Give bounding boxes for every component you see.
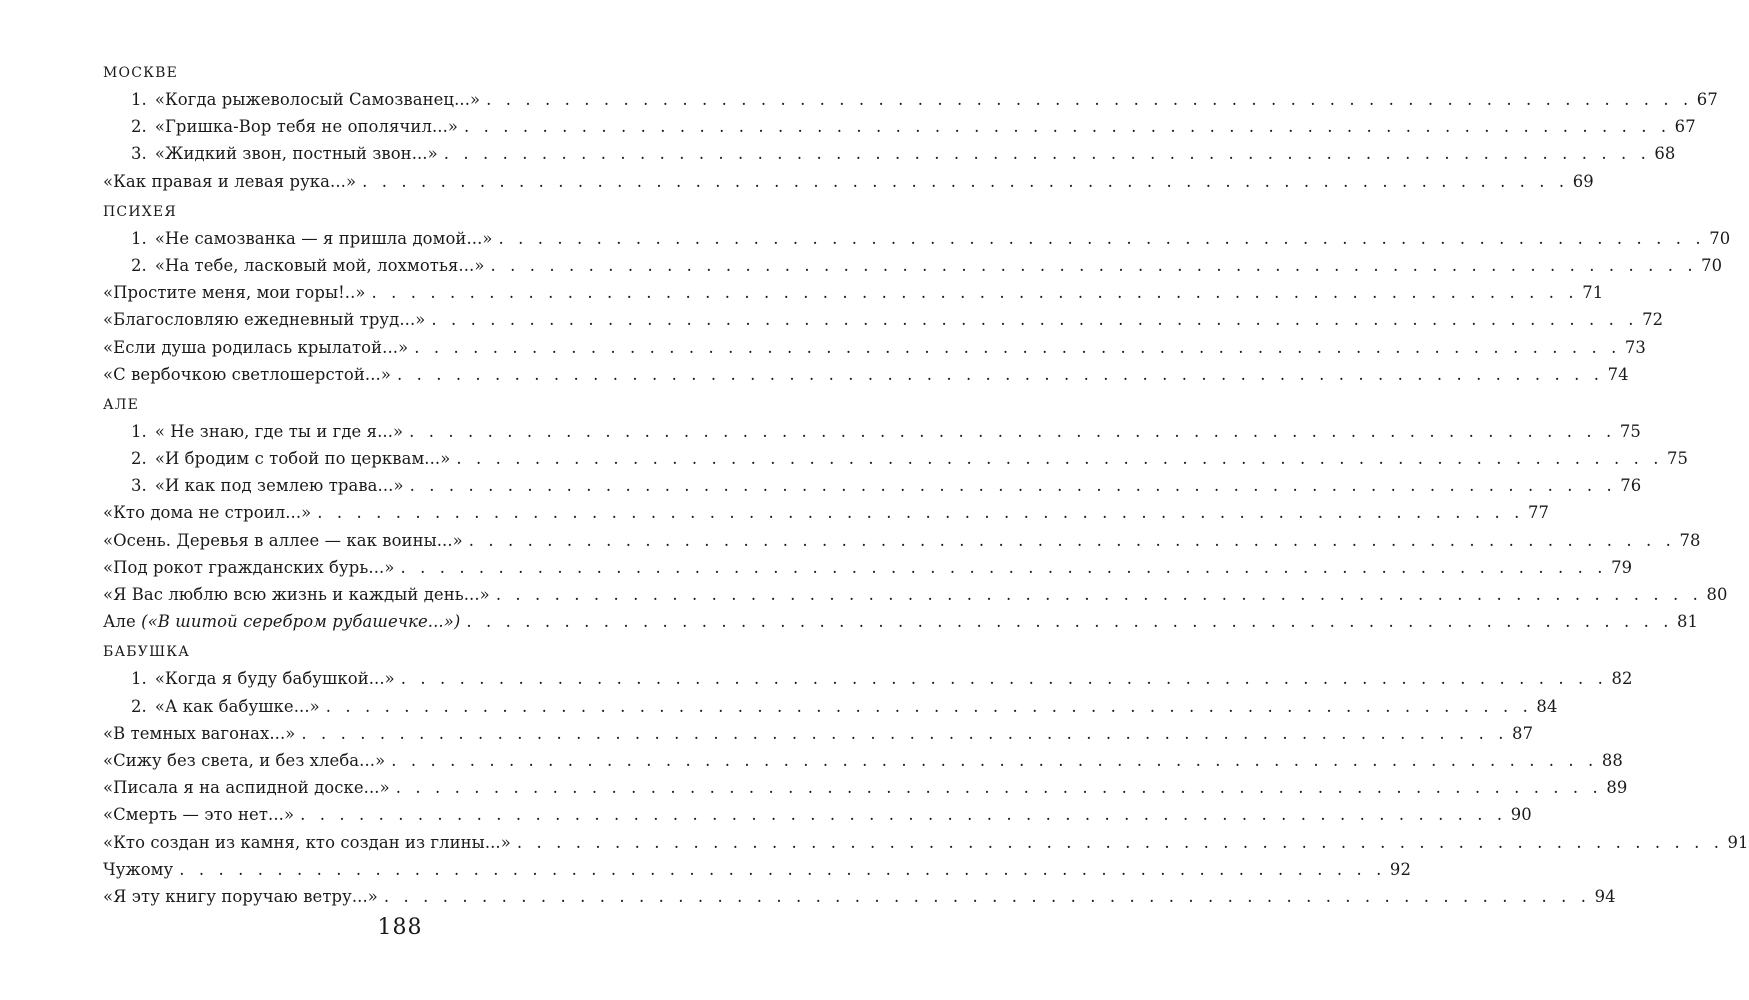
entry-title [103, 361, 391, 388]
entry-title [155, 693, 320, 720]
dot-leader: . . . . . . . . . . . . . . . . . . . . . . . . . . . . . . . . . . . . . . . . . . . . . . . . . . . . . . . . . . . . . . [498, 228, 1706, 248]
toc-entry [103, 801, 1532, 828]
dot-leader: . . . . . . . . . . . . . . . . . . . . . . . . . . . . . . . . . . . . . . . . . . . . . . . . . . . . . . . . . . . . . . [464, 117, 1671, 137]
entry-page-number: 75 [1667, 449, 1689, 469]
entry-title-text: «В темных вагонах...» [103, 723, 296, 743]
entry-title [103, 581, 490, 608]
entry-page-number: 67 [1674, 117, 1696, 137]
dot-leader: . . . . . . . . . . . . . . . . . . . . . . . . . . . . . . . . . . . . . . . . . . . . . . . . . . . . . . . . . . . . . . [317, 503, 1524, 523]
entry-page-number: 90 [1510, 805, 1532, 825]
entry-title [103, 499, 311, 526]
entry-page-number: 84 [1536, 696, 1558, 716]
entry-title-text: «Писала я на аспидной доске...» [103, 778, 390, 798]
entry-page-number: 78 [1679, 530, 1701, 550]
entry-title-text: «Кто создан из камня, кто создан из глины...» [103, 832, 511, 852]
entry-title-text: «Я Вас люблю всю жизнь и каждый день...» [103, 585, 490, 604]
entry-number: 3. [131, 144, 147, 164]
entry-title [155, 252, 485, 279]
toc-entry [103, 774, 1628, 801]
dot-leader: . . . . . . . . . . . . . . . . . . . . . . . . . . . . . . . . . . . . . . . . . . . . . . . . . . . . . . . . . . . . . . [400, 669, 1608, 689]
dot-leader: . . . . . . . . . . . . . . . . . . . . . . . . . . . . . . . . . . . . . . . . . . . . . . . . . . . . . . . . . . . . . . [431, 310, 1639, 330]
entry-page-number: 92 [1389, 859, 1411, 879]
entry-page-number: 67 [1696, 90, 1718, 109]
entry-title [103, 554, 394, 581]
entry-page-number: 76 [1620, 476, 1642, 496]
entry-title [103, 608, 460, 635]
toc-entry [103, 168, 1594, 195]
dot-leader: . . . . . . . . . . . . . . . . . . . . . . . . . . . . . . . . . . . . . . . . . . . . . . . . . . . . . . . . . . . . . . [383, 886, 1591, 906]
dot-leader: . . . . . . . . . . . . . . . . . . . . . . . . . . . . . . . . . . . . . . . . . . . . . . . . . . . . . . . . . . . . . . [516, 832, 1724, 852]
entry-page-number: 89 [1606, 778, 1628, 798]
dot-leader: . . . . . . . . . . . . . . . . . . . . . . . . . . . . . . . . . . . . . . . . . . . . . . . . . . . . . . . . . . . . . . [391, 750, 1598, 770]
entry-title-italic: («В шитой серебром рубашечке...») [141, 612, 461, 632]
entry-page-number: 73 [1624, 337, 1646, 357]
entry-title-text: «Кто дома не строил...» [103, 503, 312, 523]
entry-title-text: «И как под землею трава...» [154, 476, 404, 496]
toc-entry [103, 554, 1633, 581]
entry-page-number: 70 [1709, 228, 1731, 248]
section-heading: АЛЕ [103, 396, 140, 413]
dot-leader: . . . . . . . . . . . . . . . . . . . . . . . . . . . . . . . . . . . . . . . . . . . . . . . . . . . . . . . . . . . . . . [400, 557, 1608, 577]
entry-title [103, 801, 294, 828]
entry-title [103, 334, 408, 361]
entry-title-text: «Смерть — это нет...» [103, 805, 295, 825]
entry-page-number: 79 [1611, 557, 1633, 577]
entry-title [103, 720, 295, 747]
dot-leader: . . . . . . . . . . . . . . . . . . . . . . . . . . . . . . . . . . . . . . . . . . . . . . . . . . . . . . . . . . . . . . [495, 585, 1703, 604]
toc-entry [103, 361, 1629, 388]
toc-entry [103, 499, 1550, 526]
entry-page-number: 80 [1706, 585, 1728, 604]
toc-entry [103, 334, 1646, 361]
dot-leader: . . . . . . . . . . . . . . . . . . . . . . . . . . . . . . . . . . . . . . . . . . . . . . . . . . . . . . . . . . . . . . [300, 805, 1507, 825]
page-number: 188 [377, 915, 423, 940]
dot-leader: . . . . . . . . . . . . . . . . . . . . . . . . . . . . . . . . . . . . . . . . . . . . . . . . . . . . . . . . . . . . . . [456, 449, 1664, 469]
entry-title-text: «И бродим с тобой по церквам...» [154, 449, 451, 469]
entry-title-text: «Осень. Деревья в аллее — как воины...» [103, 530, 463, 550]
dot-leader: . . . . . . . . . . . . . . . . . . . . . . . . . . . . . . . . . . . . . . . . . . . . . . . . . . . . . . . . . . . . . . [490, 255, 1698, 275]
section-heading: ПСИХЕЯ [103, 203, 177, 220]
toc-entry [103, 86, 1718, 113]
entry-title-text: «Гришка-Вор тебя не ополячил...» [154, 117, 459, 137]
dot-leader: . . . . . . . . . . . . . . . . . . . . . . . . . . . . . . . . . . . . . . . . . . . . . . . . . . . . . . . . . . . . . . [414, 337, 1621, 357]
entry-number: 2. [131, 696, 147, 716]
entry-title-text: «Когда рыжеволосый Самозванец...» [154, 90, 481, 109]
toc-entry [103, 279, 1604, 306]
dot-leader: . . . . . . . . . . . . . . . . . . . . . . . . . . . . . . . . . . . . . . . . . . . . . . . . . . . . . . . . . . . . . . [409, 476, 1617, 496]
toc-entry [103, 829, 1749, 856]
entry-title-text: « Не знаю, где ты и где я...» [154, 421, 404, 441]
toc-entry [103, 665, 1633, 692]
entry-title [155, 225, 493, 252]
entry-title-text: «Сижу без света, и без хлеба...» [103, 750, 386, 770]
entry-title [155, 665, 395, 692]
dot-leader: . . . . . . . . . . . . . . . . . . . . . . . . . . . . . . . . . . . . . . . . . . . . . . . . . . . . . . . . . . . . . . [395, 778, 1603, 798]
entry-number: 2. [131, 117, 147, 137]
entry-page-number: 72 [1642, 310, 1664, 330]
dot-leader: . . . . . . . . . . . . . . . . . . . . . . . . . . . . . . . . . . . . . . . . . . . . . . . . . . . . . . . . . . . . . . [362, 171, 1569, 191]
entry-title-text: «Благословляю ежедневный труд...» [103, 310, 426, 330]
entry-number: 1. [131, 228, 147, 248]
entry-title [103, 829, 511, 856]
toc-entry [103, 140, 1676, 167]
section-heading: МОСКВЕ [103, 65, 179, 81]
entry-page-number: 81 [1677, 612, 1699, 632]
entry-title [155, 140, 438, 167]
entry-title-text: «Жидкий звон, постный звон...» [154, 144, 438, 164]
toc-entry [103, 225, 1731, 252]
toc-entry [103, 693, 1558, 720]
entry-number: 2. [131, 449, 147, 469]
toc-entry [103, 527, 1701, 554]
entry-title [103, 306, 425, 333]
dot-leader: . . . . . . . . . . . . . . . . . . . . . . . . . . . . . . . . . . . . . . . . . . . . . . . . . . . . . . . . . . . . . . [466, 612, 1674, 632]
toc-entry [103, 856, 1411, 883]
dot-leader: . . . . . . . . . . . . . . . . . . . . . . . . . . . . . . . . . . . . . . . . . . . . . . . . . . . . . . . . . . . . . . [486, 90, 1693, 109]
entry-page-number: 91 [1727, 832, 1749, 852]
entry-title [155, 418, 403, 445]
toc-entry [103, 581, 1728, 608]
dot-leader: . . . . . . . . . . . . . . . . . . . . . . . . . . . . . . . . . . . . . . . . . . . . . . . . . . . . . . . . . . . . . . [396, 364, 1604, 384]
entry-page-number: 87 [1512, 723, 1534, 743]
entry-title-text: «Когда я буду бабушкой...» [154, 669, 395, 689]
dot-leader: . . . . . . . . . . . . . . . . . . . . . . . . . . . . . . . . . . . . . . . . . . . . . . . . . . . . . . . . . . . . . . [443, 144, 1651, 164]
dot-leader: . . . . . . . . . . . . . . . . . . . . . . . . . . . . . . . . . . . . . . . . . . . . . . . . . . . . . . . . . . . . . . [409, 421, 1616, 441]
entry-page-number: 82 [1611, 669, 1633, 689]
dot-leader: . . . . . . . . . . . . . . . . . . . . . . . . . . . . . . . . . . . . . . . . . . . . . . . . . . . . . . . . . . . . . . [371, 283, 1579, 303]
toc-entry [103, 113, 1696, 140]
toc-entry [103, 608, 1699, 635]
entry-number: 3. [131, 476, 147, 496]
entry-title-text: «С вербочкою светлошерстой...» [103, 364, 391, 384]
entry-page-number: 70 [1701, 255, 1723, 275]
entry-title [103, 168, 356, 195]
entry-number: 1. [131, 669, 147, 689]
toc-entry [103, 472, 1642, 499]
entry-title [103, 774, 390, 801]
entry-title [155, 86, 480, 113]
entry-title [103, 747, 385, 774]
entry-title-text: «Простите меня, мои горы!..» [103, 283, 366, 303]
entry-page-number: 68 [1654, 144, 1676, 164]
entry-title-text: «Как правая и левая рука...» [103, 171, 357, 191]
dot-leader: . . . . . . . . . . . . . . . . . . . . . . . . . . . . . . . . . . . . . . . . . . . . . . . . . . . . . . . . . . . . . . [301, 723, 1509, 743]
entry-title [155, 472, 404, 499]
entry-page-number: 69 [1572, 171, 1594, 191]
entry-page-number: 94 [1594, 886, 1616, 906]
entry-number: 2. [131, 255, 147, 275]
entry-page-number: 71 [1582, 283, 1604, 303]
entry-title [103, 279, 366, 306]
dot-leader: . . . . . . . . . . . . . . . . . . . . . . . . . . . . . . . . . . . . . . . . . . . . . . . . . . . . . . . . . . . . . . [468, 530, 1676, 550]
entry-title-text: «Под рокот гражданских бурь...» [103, 557, 395, 577]
toc-entry [103, 720, 1534, 747]
entry-title-text: «Если душа родилась крылатой...» [103, 337, 409, 357]
entry-title [103, 527, 463, 554]
table-of-contents [103, 60, 1749, 910]
entry-title [103, 883, 378, 910]
entry-title-text: «А как бабушке...» [154, 696, 320, 716]
dot-leader: . . . . . . . . . . . . . . . . . . . . . . . . . . . . . . . . . . . . . . . . . . . . . . . . . . . . . . . . . . . . . . [179, 859, 1386, 879]
toc-entry [103, 306, 1664, 333]
toc-entry [103, 252, 1723, 279]
entry-page-number: 75 [1619, 421, 1641, 441]
entry-number: 1. [131, 90, 147, 109]
entry-page-number: 77 [1527, 503, 1550, 523]
entry-title-text: «Я эту книгу поручаю ветру...» [103, 886, 378, 906]
entry-title-text: «На тебе, ласковый мой, лохмотья...» [154, 255, 485, 275]
dot-leader: . . . . . . . . . . . . . . . . . . . . . . . . . . . . . . . . . . . . . . . . . . . . . . . . . . . . . . . . . . . . . . [325, 696, 1533, 716]
toc-entry [103, 445, 1689, 472]
entry-title [155, 445, 451, 472]
toc-entry [103, 747, 1623, 774]
entry-title-text: Але [103, 612, 142, 632]
toc-entry [103, 418, 1641, 445]
entry-page-number: 88 [1601, 750, 1623, 770]
entry-number: 1. [131, 421, 147, 441]
toc-entry [103, 883, 1616, 910]
entry-page-number: 74 [1607, 364, 1629, 384]
entry-title-text: Чужому [103, 859, 174, 879]
entry-title [155, 113, 458, 140]
entry-title-text: «Не самозванка — я пришла домой...» [154, 228, 493, 248]
entry-title [103, 856, 173, 883]
section-heading: БАБУШКА [103, 644, 191, 661]
